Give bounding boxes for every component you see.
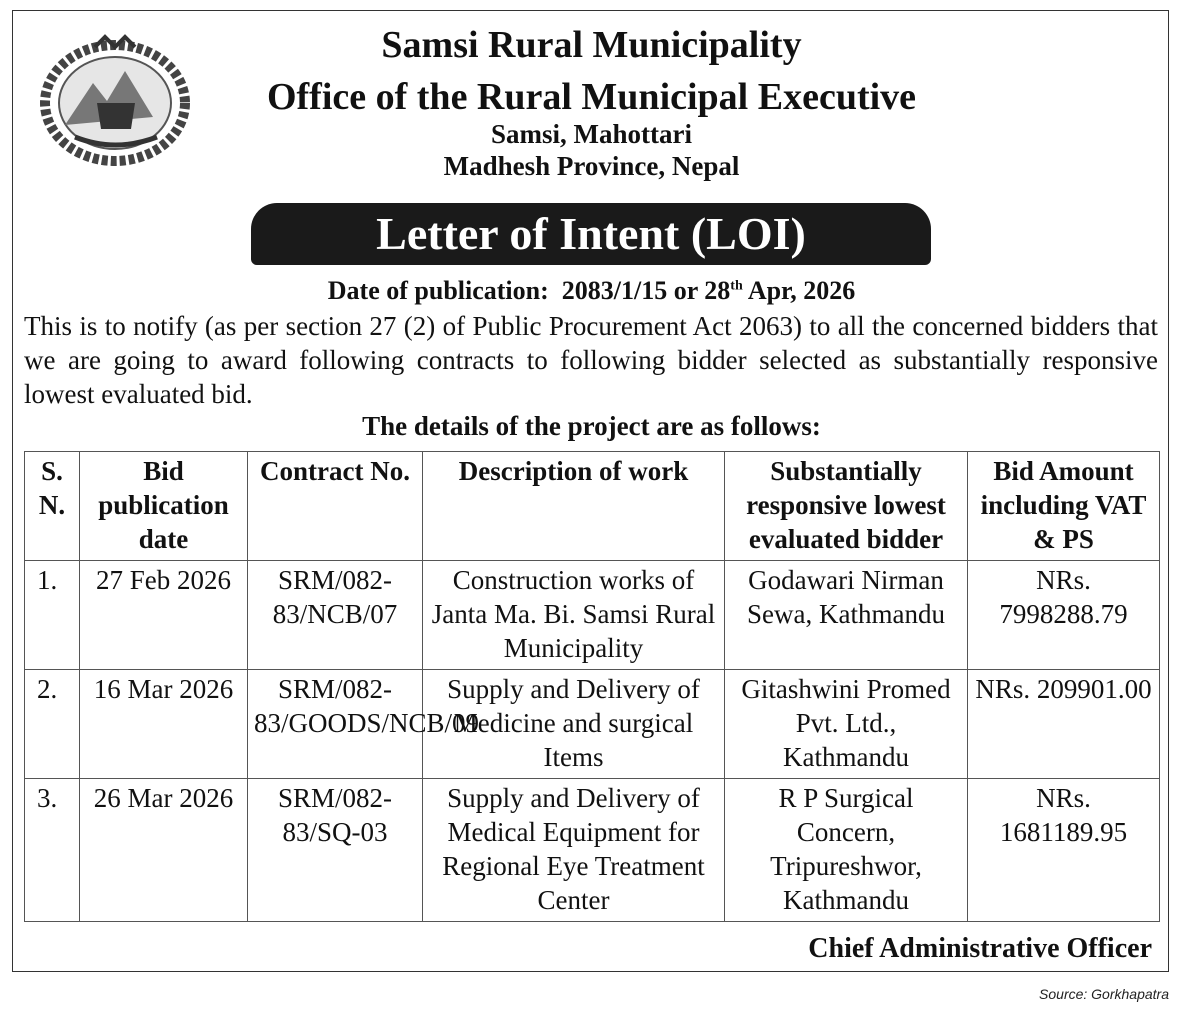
cell-bid-date: 16 Mar 2026 — [80, 670, 248, 779]
cell-bid-amount: NRs. 209901.00 — [968, 670, 1160, 779]
cell-sn: 1. — [25, 561, 80, 670]
publication-date-value: 2083/1/15 or 28th Apr, 2026 — [561, 276, 856, 305]
cell-contract-no: SRM/082-83/GOODS/NCB/09 — [248, 670, 423, 779]
publication-date-label: Date of publication: — [327, 276, 549, 305]
loi-notice — [12, 10, 1169, 972]
office-province: Madhesh Province, Nepal — [443, 151, 740, 181]
column-header-sn: S. N. — [25, 452, 80, 561]
publication-date — [13, 276, 1170, 306]
cell-bid-date: 26 Mar 2026 — [80, 779, 248, 922]
table-row — [25, 561, 1160, 670]
cell-contract-no: SRM/082-83/NCB/07 — [248, 561, 423, 670]
table-row — [25, 670, 1160, 779]
notice-paragraph: This is to notify (as per section 27 (2) of Public Procurement Act 2063) to all the concerned bidders that we are going to award following contracts to following bidder selected as substantially responsive lowest evaluated bid. — [24, 311, 1158, 409]
contract-award-table — [24, 451, 1160, 922]
column-header-contract-no: Contract No. — [248, 452, 423, 561]
office-name: Office of the Rural Municipal Executive — [266, 76, 917, 118]
municipality-name: Samsi Rural Municipality — [381, 24, 802, 66]
notice-title-banner: Letter of Intent (LOI) — [251, 203, 931, 265]
cell-bid-amount: NRs. 7998288.79 — [968, 561, 1160, 670]
column-header-bidder: Substantially responsive lowest evaluated bidder — [725, 452, 968, 561]
cell-bidder: Gitashwini Promed Pvt. Ltd., Kathmandu — [725, 670, 968, 779]
office-location: Samsi, Mahottari — [491, 119, 692, 149]
cell-sn: 2. — [25, 670, 80, 779]
cell-bid-amount: NRs. 1681189.95 — [968, 779, 1160, 922]
column-header-bid-date: Bid publication date — [80, 452, 248, 561]
cell-description: Construction works of Janta Ma. Bi. Samsi Rural Municipality — [423, 561, 725, 670]
cell-description: Supply and Delivery of Medical Equipment for Regional Eye Treatment Center — [423, 779, 725, 922]
cell-description: Supply and Delivery of Medicine and surgical Items — [423, 670, 725, 779]
cell-bidder: R P Surgical Concern, Tripureshwor, Kathmandu — [725, 779, 968, 922]
cell-sn: 3. — [25, 779, 80, 922]
cell-bid-date: 27 Feb 2026 — [80, 561, 248, 670]
column-header-description: Description of work — [423, 452, 725, 561]
signatory-title: Chief Administrative Officer — [808, 933, 1152, 964]
cell-bidder: Godawari Nirman Sewa, Kathmandu — [725, 561, 968, 670]
column-header-bid-amount: Bid Amount including VAT & PS — [968, 452, 1160, 561]
table-row — [25, 779, 1160, 922]
cell-contract-no: SRM/082-83/SQ-03 — [248, 779, 423, 922]
details-heading: The details of the project are as follows: — [362, 411, 821, 441]
table-header-row — [25, 452, 1160, 561]
source-credit: Source: Gorkhapatra — [1039, 986, 1169, 1002]
